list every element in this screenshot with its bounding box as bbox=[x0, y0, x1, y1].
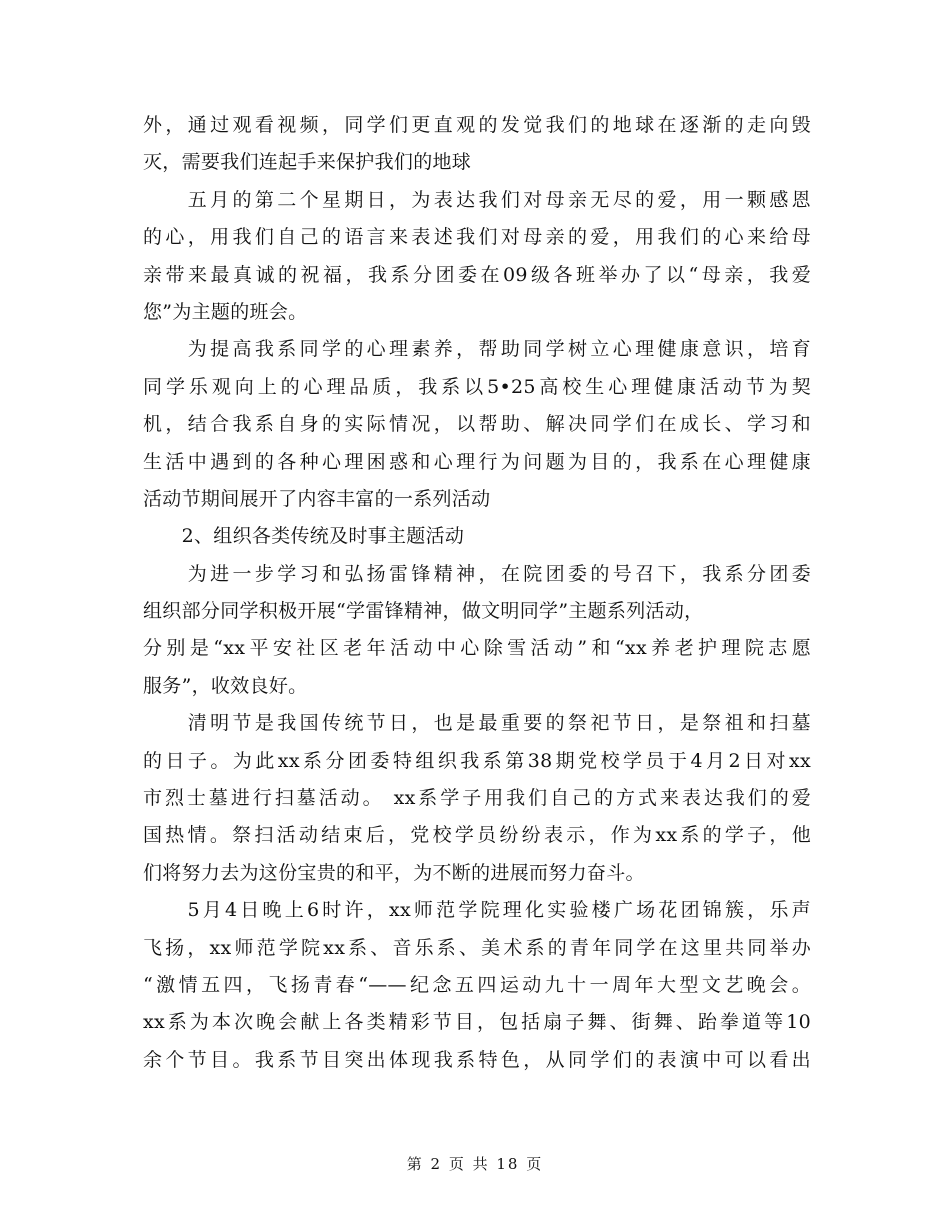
text-line: 的日子。为此xx系分团委特组织我系第38期党校学员于4月2日对xx bbox=[143, 749, 811, 772]
text-line: 清明节是我国传统节日，也是最重要的祭祀节日，是祭祖和扫墓 bbox=[143, 712, 811, 735]
text-line: 的心，用我们自己的语言来表述我们对母亲的爱，用我们的心来给母 bbox=[143, 226, 811, 249]
text-line: 为进一步学习和弘扬雷锋精神，在院团委的号召下，我系分团委 bbox=[143, 562, 811, 585]
text-line: 同学乐观向上的心理品质，我系以5•25高校生心理健康活动节为契 bbox=[143, 375, 811, 398]
text-line: 飞扬，xx师范学院xx系、音乐系、美术系的青年同学在这里共同举办 bbox=[143, 936, 811, 959]
text-line: 组织部分同学积极开展“学雷锋精神，做文明同学”主题系列活动， bbox=[143, 600, 704, 623]
text-line: 外，通过观看视频，同学们更直观的发觉我们的地球在逐渐的走向毁 bbox=[143, 114, 811, 136]
text-line: 亲带来最真诚的祝福，我系分团委在09级各班举办了以“母亲，我爱 bbox=[143, 263, 811, 286]
text-line: 分别是“xx平安社区老年活动中心除雪活动”和“xx养老护理院志愿 bbox=[143, 637, 811, 660]
page-number-footer: 第 2 页 共 18 页 bbox=[406, 1155, 544, 1173]
section-heading: 2、组织各类传统及时事主题活动 bbox=[143, 525, 465, 548]
body-text bbox=[143, 107, 811, 1079]
text-line: 国热情。祭扫活动结束后，党校学员纷纷表示，作为xx系的学子，他 bbox=[143, 824, 811, 847]
text-line: 生活中遇到的各种心理困惑和心理行为问题为目的，我系在心理健康 bbox=[143, 450, 811, 473]
text-line: 市烈士墓进行扫墓活动。 xx系学子用我们自己的方式来表达我们的爱 bbox=[143, 787, 811, 810]
text-line: 为提高我系同学的心理素养，帮助同学树立心理健康意识，培育 bbox=[143, 338, 811, 361]
text-line: 您”为主题的班会。 bbox=[143, 300, 308, 323]
text-line: 服务”，收效良好。 bbox=[143, 674, 308, 697]
text-line: 活动节期间展开了内容丰富的一系列活动 bbox=[143, 487, 491, 510]
text-line: 五月的第二个星期日，为表达我们对母亲无尽的爱，用一颗感恩 bbox=[143, 188, 811, 211]
text-line: 5月4日晚上6时许，xx师范学院理化实验楼广场花团锦簇，乐声 bbox=[143, 899, 811, 922]
text-line: 们将努力去为这份宝贵的和平，为不断的进展而努力奋斗。 bbox=[143, 861, 645, 884]
text-line: “激情五四，飞扬青春“——纪念五四运动九十一周年大型文艺晚会。 bbox=[143, 973, 811, 996]
text-line: 灭，需要我们连起手来保护我们的地球 bbox=[143, 151, 472, 174]
text-line: xx系为本次晚会献上各类精彩节目，包括扇子舞、街舞、跆拳道等10 bbox=[143, 1011, 811, 1034]
text-line: 机，结合我系自身的实际情况，以帮助、解决同学们在成长、学习和 bbox=[143, 413, 811, 436]
text-line: 余个节目。我系节目突出体现我系特色，从同学们的表演中可以看出 bbox=[143, 1048, 811, 1071]
